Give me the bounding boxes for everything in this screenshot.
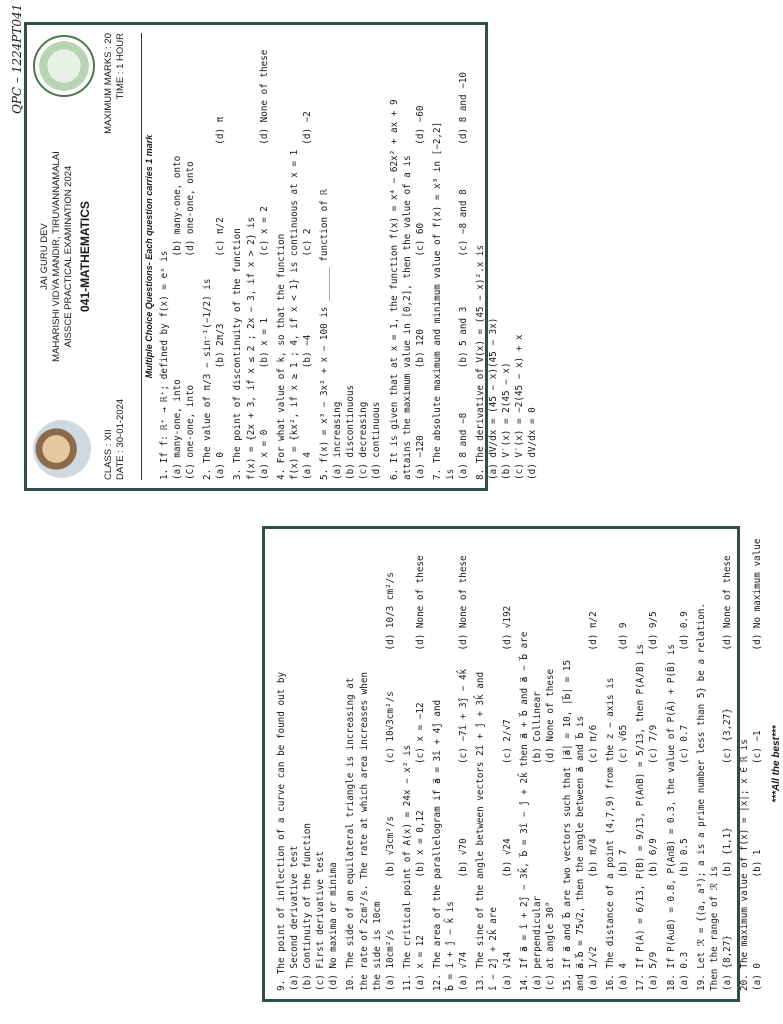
q10-text-2: the rate of 2cm²/s. The rate at which area increases when (358, 671, 370, 991)
q2-opt-d: (d) π (215, 116, 227, 145)
q8-opt-d: (d) dV/dx = 0 (527, 407, 539, 480)
q11-opt-d: (d) None of these (414, 555, 426, 651)
question-18 (665, 537, 691, 991)
q17-text: 17. If P(A) = 6/13, P(B) = 9/13, P(A∩B) = 5/13, then P(A/B) is (635, 643, 647, 991)
page-two (262, 526, 783, 1002)
q1-opt-b: (b) many-one, onto (172, 155, 184, 257)
q3-function: f(x) = {2x + 3, if x ≤ 2 ; 2x − 3, if x > 2} is (245, 216, 257, 480)
section-heading: Multiple Choice Questions- Each question carries 1 mark (141, 33, 154, 480)
q20-opt-d: (d) No maximum value (752, 538, 764, 651)
q20-text: 20. The maximum value of f(x) = |x|; x ∈ ℝ is (739, 739, 750, 991)
question-2 (201, 33, 227, 480)
questions-9-20 (275, 537, 783, 991)
q11-opt-b: (b) x = 0,12 (414, 810, 426, 878)
q13-opt-c: (c) 2/√7 (501, 719, 513, 764)
q5-text: 5. f(x) = x³ − 3x² + x − 100 is ______ function of ℝ (319, 188, 331, 480)
question-15 (561, 537, 600, 991)
question-5 (318, 33, 383, 480)
q15-opt-d: (d) π/2 (588, 611, 600, 651)
q12-opt-c: (c) −7î + 3ĵ − 4k̂ (458, 668, 470, 764)
question-6 (388, 33, 427, 480)
q7-text-2: is (444, 468, 456, 480)
header-line1: JAI GURU DEV (39, 223, 50, 290)
q6-opt-b: (b) 120 (414, 329, 426, 369)
q16-opt-c: (c) √65 (618, 724, 630, 764)
q15-opt-a: (a) 1/√2 (588, 946, 600, 991)
q12-opt-a: (a) √74 (458, 951, 470, 991)
question-1 (158, 33, 197, 480)
question-16 (604, 537, 630, 991)
q6-text-2: attains the maximum value in [0,2], then the value of a is (401, 155, 413, 480)
q11-text: 11. The critical point of A(x) = 24x − x² is (401, 744, 413, 991)
class-label: CLASS : XII (103, 429, 114, 480)
q13-opt-a: (a) √14 (501, 951, 513, 991)
q16-opt-a: (a) 4 (618, 963, 630, 991)
q12-text-2: b⃗ = î + ĵ − k̂ is (445, 901, 457, 991)
q3-opt-b: (b) x = 1 (258, 317, 270, 369)
question-4 (275, 33, 314, 480)
q6-text: 6. It is given that at x = 1, the function f(x) = x⁴ − 62x² + ax + 9 (388, 99, 400, 480)
q10-opt-a: (a) 10cm²/s (384, 929, 396, 991)
q7-opt-b: (b) 5 and 3 (457, 306, 469, 369)
q14-opt-c: (c) at angle 30° (544, 901, 556, 991)
q4-opt-b: (b) −4 (301, 334, 313, 369)
school-name: MAHARISHI VIDYA MANDIR, TIRUVANNAMALAI (51, 151, 62, 362)
question-12 (431, 537, 470, 991)
q12-opt-b: (b) √70 (458, 838, 470, 878)
question-13 (474, 537, 513, 991)
question-paper-code: QPC – 1224PT041 (10, 3, 24, 114)
q9-text: 9. The point of inflection of a curve can be found out by (276, 671, 287, 991)
q18-opt-a: (a) 0.3 (678, 951, 690, 991)
school-seal (33, 35, 95, 97)
q2-opt-a: (a) 0 (215, 452, 227, 480)
page-one (24, 22, 539, 491)
q13-opt-b: (b) √24 (501, 838, 513, 878)
q4-text: 4. For what value of k, so that the function (275, 233, 287, 480)
q7-text: 7. The absolute maximum and minimum value of f(x) = x³ in [−2,2] (431, 121, 443, 480)
q14-opt-d: (d) None of these (544, 668, 556, 764)
q16-opt-b: (b) 7 (618, 849, 630, 878)
q1-opt-a: (a) many-one, into (172, 379, 184, 480)
q11-opt-c: (c) x = −12 (414, 702, 426, 764)
q7-opt-c: (c) −8 and 8 (457, 189, 469, 257)
q19-opt-d: (d) None of these (721, 555, 733, 651)
max-marks: MAXIMUM MARKS : 20 (103, 33, 114, 134)
q12-opt-d: (d) None of these (458, 555, 470, 651)
q19-opt-a: (a) {8,27} (721, 935, 733, 991)
q20-opt-c: (c) −1 (752, 730, 764, 764)
q4-opt-a: (a) 4 (301, 452, 313, 480)
q20-opt-a: (a) 0 (752, 963, 764, 991)
q1-text: 1. If f: ℝ⁺ → ℝ⁺; defined by f(x) = eˣ is (159, 250, 170, 480)
q14-opt-a: (a) perpendicular (531, 895, 543, 991)
q13-text: 13. The sine of the angle between vectors 2î + ĵ + 3k̂ and (475, 671, 487, 991)
q13-opt-d: (d) √192 (501, 605, 513, 651)
q3-text: 3. The point of discontinuity of the function (232, 228, 244, 480)
q18-opt-c: (c) 0.7 (678, 724, 690, 764)
q16-text: 16. The distance of a point (4,7,9) from the z − axis is (605, 677, 617, 991)
q4-opt-d: (d) −2 (301, 111, 313, 145)
question-3 (231, 33, 270, 480)
q8-opt-c: (c) V′(x) = −2(45 − x) + x (514, 334, 526, 480)
q9-opt-c: (c) First derivative test (315, 851, 327, 991)
q17-opt-c: (c) 7/9 (648, 724, 660, 764)
q19-text: 19. Let ℛ = {(a, a³); a is a prime number less than 5} be a relation. (695, 602, 707, 991)
q13-text-2: î − 2ĵ + 2k̂ are (488, 907, 500, 991)
question-7 (431, 33, 470, 480)
header (33, 33, 141, 480)
question-10 (344, 537, 396, 991)
questions-1-8 (158, 33, 540, 480)
q10-opt-d: (d) 10/3 cm²/s (384, 572, 396, 651)
q3-opt-c: (c) x = 2 (258, 206, 270, 257)
marks-time (103, 33, 127, 134)
q17-opt-d: (d) 9/5 (648, 611, 660, 651)
q6-opt-d: (d) −60 (414, 105, 426, 145)
q7-opt-d: (d) 8 and −10 (457, 71, 469, 145)
question-20 (738, 537, 764, 991)
q14-opt-b: (b) Collinear (531, 691, 543, 764)
q20-opt-b: (b) 1 (752, 849, 764, 878)
q10-opt-c: (c) 10√3cm²/s (384, 691, 396, 764)
q10-opt-b: (b) √3cm²/s (384, 815, 396, 878)
q15-opt-b: (b) π/4 (588, 838, 600, 878)
q9-opt-a: (a) Second derivative test (289, 845, 301, 991)
q1-opt-c: (C) one-one, into (185, 384, 197, 480)
class-date (103, 399, 127, 480)
q9-opt-b: (b) Continuity of the function (302, 823, 314, 991)
q17-opt-b: (b) 6/9 (648, 838, 660, 878)
q19-text-2: Then the range of ℛ is (708, 866, 720, 991)
closing-note: ***All the best*** (771, 725, 783, 803)
q15-opt-c: (c) π/6 (588, 724, 600, 764)
q17-opt-a: (a) 5/9 (648, 951, 660, 991)
question-8 (474, 33, 539, 480)
q11-opt-a: (a) x = 12 (414, 935, 426, 991)
q15-text-2: and a⃗.b⃗ = 75√2, then the angle between a⃗ and b⃗ is (574, 715, 586, 991)
q2-opt-b: (b) 2π/3 (215, 323, 227, 369)
q3-opt-a: (a) x = 0 (258, 429, 270, 480)
question-19 (695, 537, 734, 991)
q14-text: 14. If a⃗ = î + 2ĵ − 3k̂, b⃗ = 3î − ĵ + 2k̂ then a⃗ + b⃗ and a⃗ − b⃗ are (518, 631, 530, 991)
guru-photo (33, 420, 91, 478)
q18-opt-b: (b) 0.5 (678, 838, 690, 878)
question-11 (401, 537, 427, 991)
q8-opt-b: (b) V′(x) = 2(45 − x) (501, 362, 513, 480)
q10-text: 10. The side of an equilateral triangle is increasing at (345, 677, 357, 991)
q5-opt-a: (a) increasing (332, 401, 344, 480)
subject-title: 041-MATHEMATICS (78, 201, 92, 312)
q5-opt-c: (c) decreasing (358, 401, 370, 480)
q19-opt-c: (c) {3,27} (721, 708, 733, 764)
q18-text: 18. If P(A∪B) = 0.8, P(A∩B) = 0.3, the value of P(Ā) + P(B̄) is (665, 643, 677, 991)
q6-opt-a: (a) −120 (414, 435, 426, 480)
date-label: DATE : 30-01-2024 (115, 398, 126, 480)
q10-text-3: the side is 10cm (371, 901, 383, 991)
q1-opt-d: (d) one-one, onto (185, 161, 197, 257)
q5-opt-d: (d) continuous (371, 401, 383, 480)
q8-text: 8. The derivative of V(x) = (45 − x)².x is (475, 244, 487, 480)
q2-text: 2. The value of π/3 − sin⁻¹(−1/2) is (202, 278, 214, 480)
q7-opt-a: (a) 8 and −8 (457, 412, 469, 480)
q9-opt-d: (d) No maxima or minima (328, 862, 340, 991)
q16-opt-d: (d) 9 (618, 622, 630, 651)
q12-text: 12. The area of the parallelogram if a⃗ = 3î + 4ĵ and (432, 699, 444, 991)
question-14 (518, 537, 557, 991)
exam-name: AISSCE PRACTICAL EXAMINATION 2024 (63, 165, 74, 348)
q19-opt-b: (b) {1,1} (721, 827, 733, 878)
question-17 (634, 537, 660, 991)
q4-opt-c: (c) 2 (301, 228, 313, 257)
q6-opt-c: (c) 60 (414, 222, 426, 257)
question-9 (275, 537, 340, 991)
header-center (39, 103, 91, 410)
q2-opt-c: (c) π/2 (215, 217, 227, 257)
q15-text: 15. If a⃗ and b⃗ are two vectors such that |a⃗| = 10, |b⃗| = 15 (561, 659, 573, 991)
q8-opt-a: (a) dV/dx = (45 − x)(45 − 3x) (488, 317, 500, 480)
q5-opt-b: (b) discontinuous (345, 384, 357, 480)
time-label: TIME : 1 HOUR (115, 33, 126, 100)
q3-opt-d: (d) None of these (258, 49, 270, 145)
q4-function: f(x) = {kx², if x ≥ 1 ; 4, if x < 1} is continuous at x = 1 (288, 149, 300, 480)
q18-opt-d: (d) 0.9 (678, 611, 690, 651)
